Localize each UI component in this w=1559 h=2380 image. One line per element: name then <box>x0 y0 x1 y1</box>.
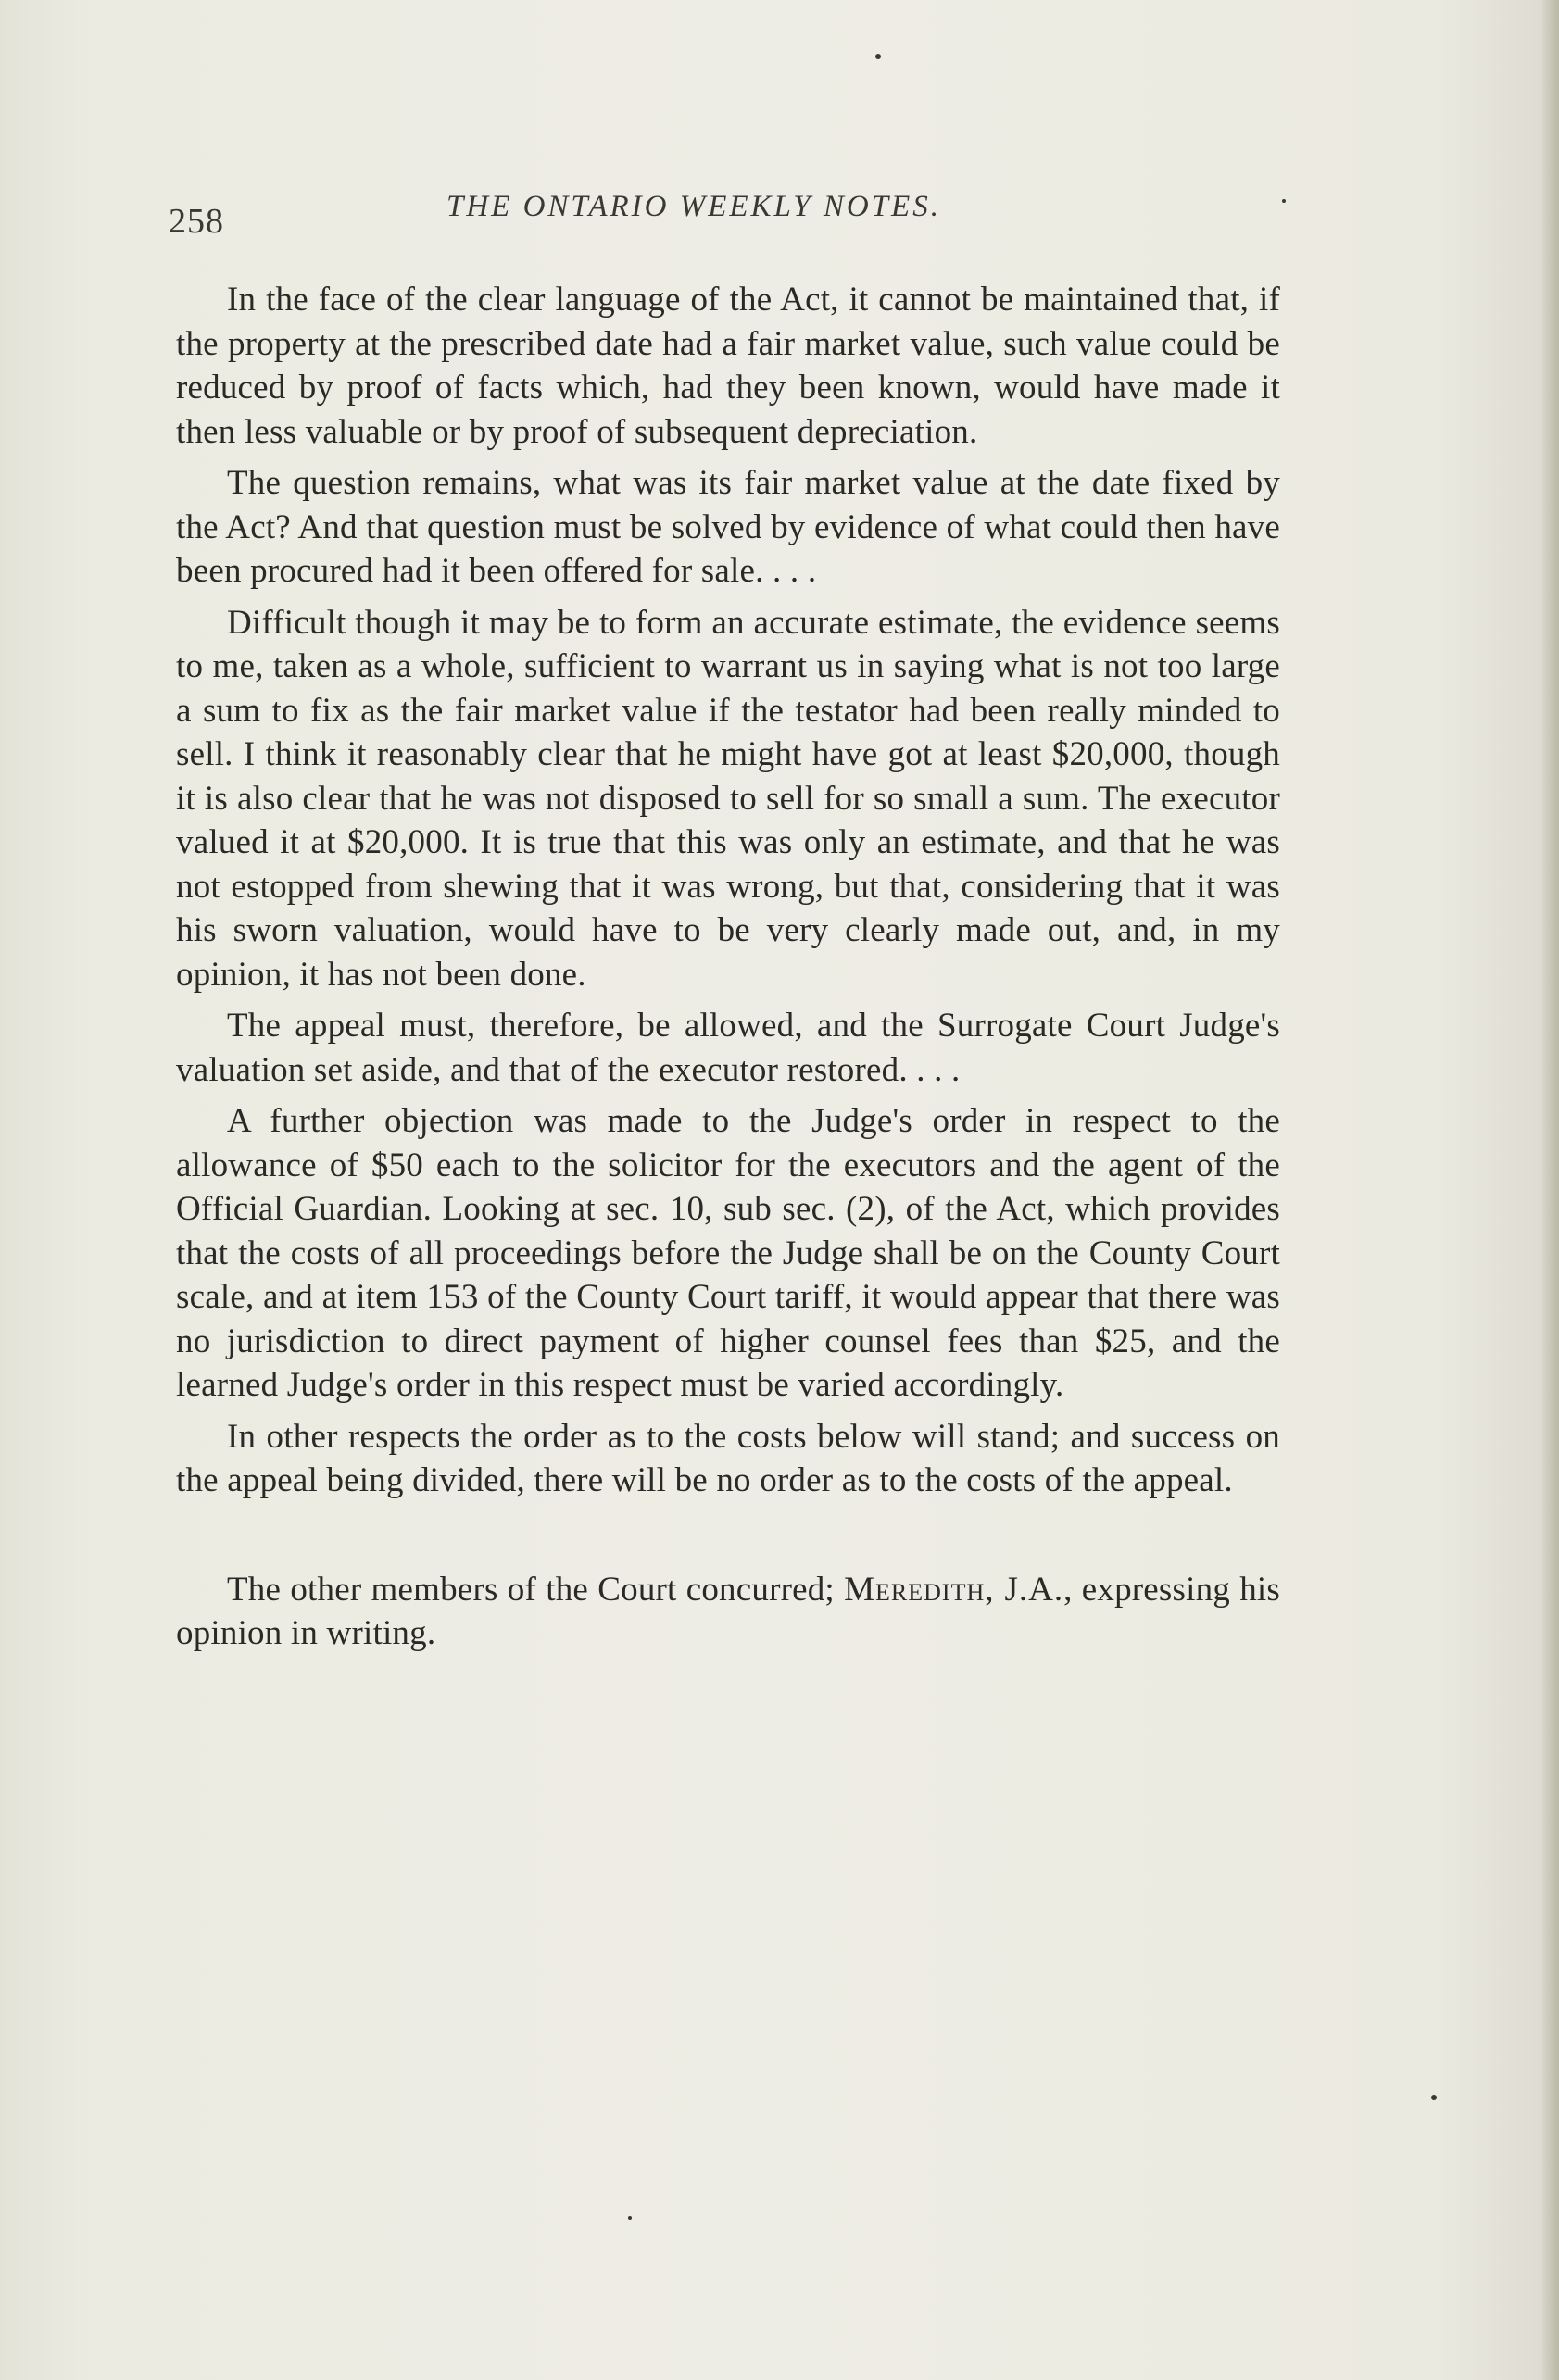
page-number: 258 <box>169 202 224 241</box>
page-header <box>169 190 1280 245</box>
closing-text-after: , expressing his opinion in writing. <box>176 1570 1280 1652</box>
paragraph: The appeal must, therefore, be allowed, and the Surrogate Court Judge's valuation set aside, and that of the executor restored. . . . <box>176 1007 1280 1089</box>
ink-speck <box>1282 199 1286 203</box>
running-head: THE ONTARIO WEEKLY NOTES. <box>446 190 941 223</box>
ink-speck <box>1431 2095 1437 2100</box>
body-text <box>176 278 1280 1663</box>
closing-text-before: The other members of the Court concurred; <box>227 1570 845 1609</box>
ink-speck <box>875 54 881 59</box>
judge-name: Meredith, J.A. <box>844 1570 1064 1609</box>
paragraph: The question remains, what was its fair market value at the date fixed by the Act? And that question must be solved by evidence of what could then have been procured had it been offered for sale. . . . <box>176 464 1280 590</box>
paragraph: In other respects the order as to the costs below will stand; and success on the appeal being divided, there will be no order as to the costs of the appeal. <box>176 1417 1280 1499</box>
page-edge-shadow <box>1542 0 1559 2380</box>
closing-paragraph <box>176 1568 1280 1656</box>
paragraph: Difficult though it may be to form an accurate estimate, the evidence seems to me, taken as a whole, sufficient to warrant us in saying what is not too large a sum to fix as the fair market value if the testator had been really minded to sell. I think it reasonably clear that he might have got at least $20,000, though it is also clear that he was not disposed to sell for so small a sum. The executor valued it at $20,000. It is true that this was only an estimate, and that he was not estopped from shewing that it was wrong, but that, considering that it was his sworn valuation, would have to be very clearly made out, and, in my opinion, it has not been done. <box>176 603 1280 994</box>
paragraph: In the face of the clear language of the Act, it cannot be maintained that, if the property at the prescribed date had a fair market value, such value could be reduced by proof of facts which, had they been known, would have made it then less valuable or by proof of subsequent depreciation. <box>176 281 1280 451</box>
ink-speck <box>628 2216 632 2220</box>
paragraph: A further objection was made to the Judge's order in respect to the allowance of $50 each to the solicitor for the executors and the agent of the Official Guardian. Looking at sec. 10, sub sec. (2), of the Act, which provides that the costs of all proceedings before the Judge shall be on the County Court scale, and at item 153 of the County Court tariff, it would appear that there was no jurisdiction to direct payment of higher counsel fees than $25, and the learned Judge's order in this respect must be varied accordingly. <box>176 1102 1280 1404</box>
